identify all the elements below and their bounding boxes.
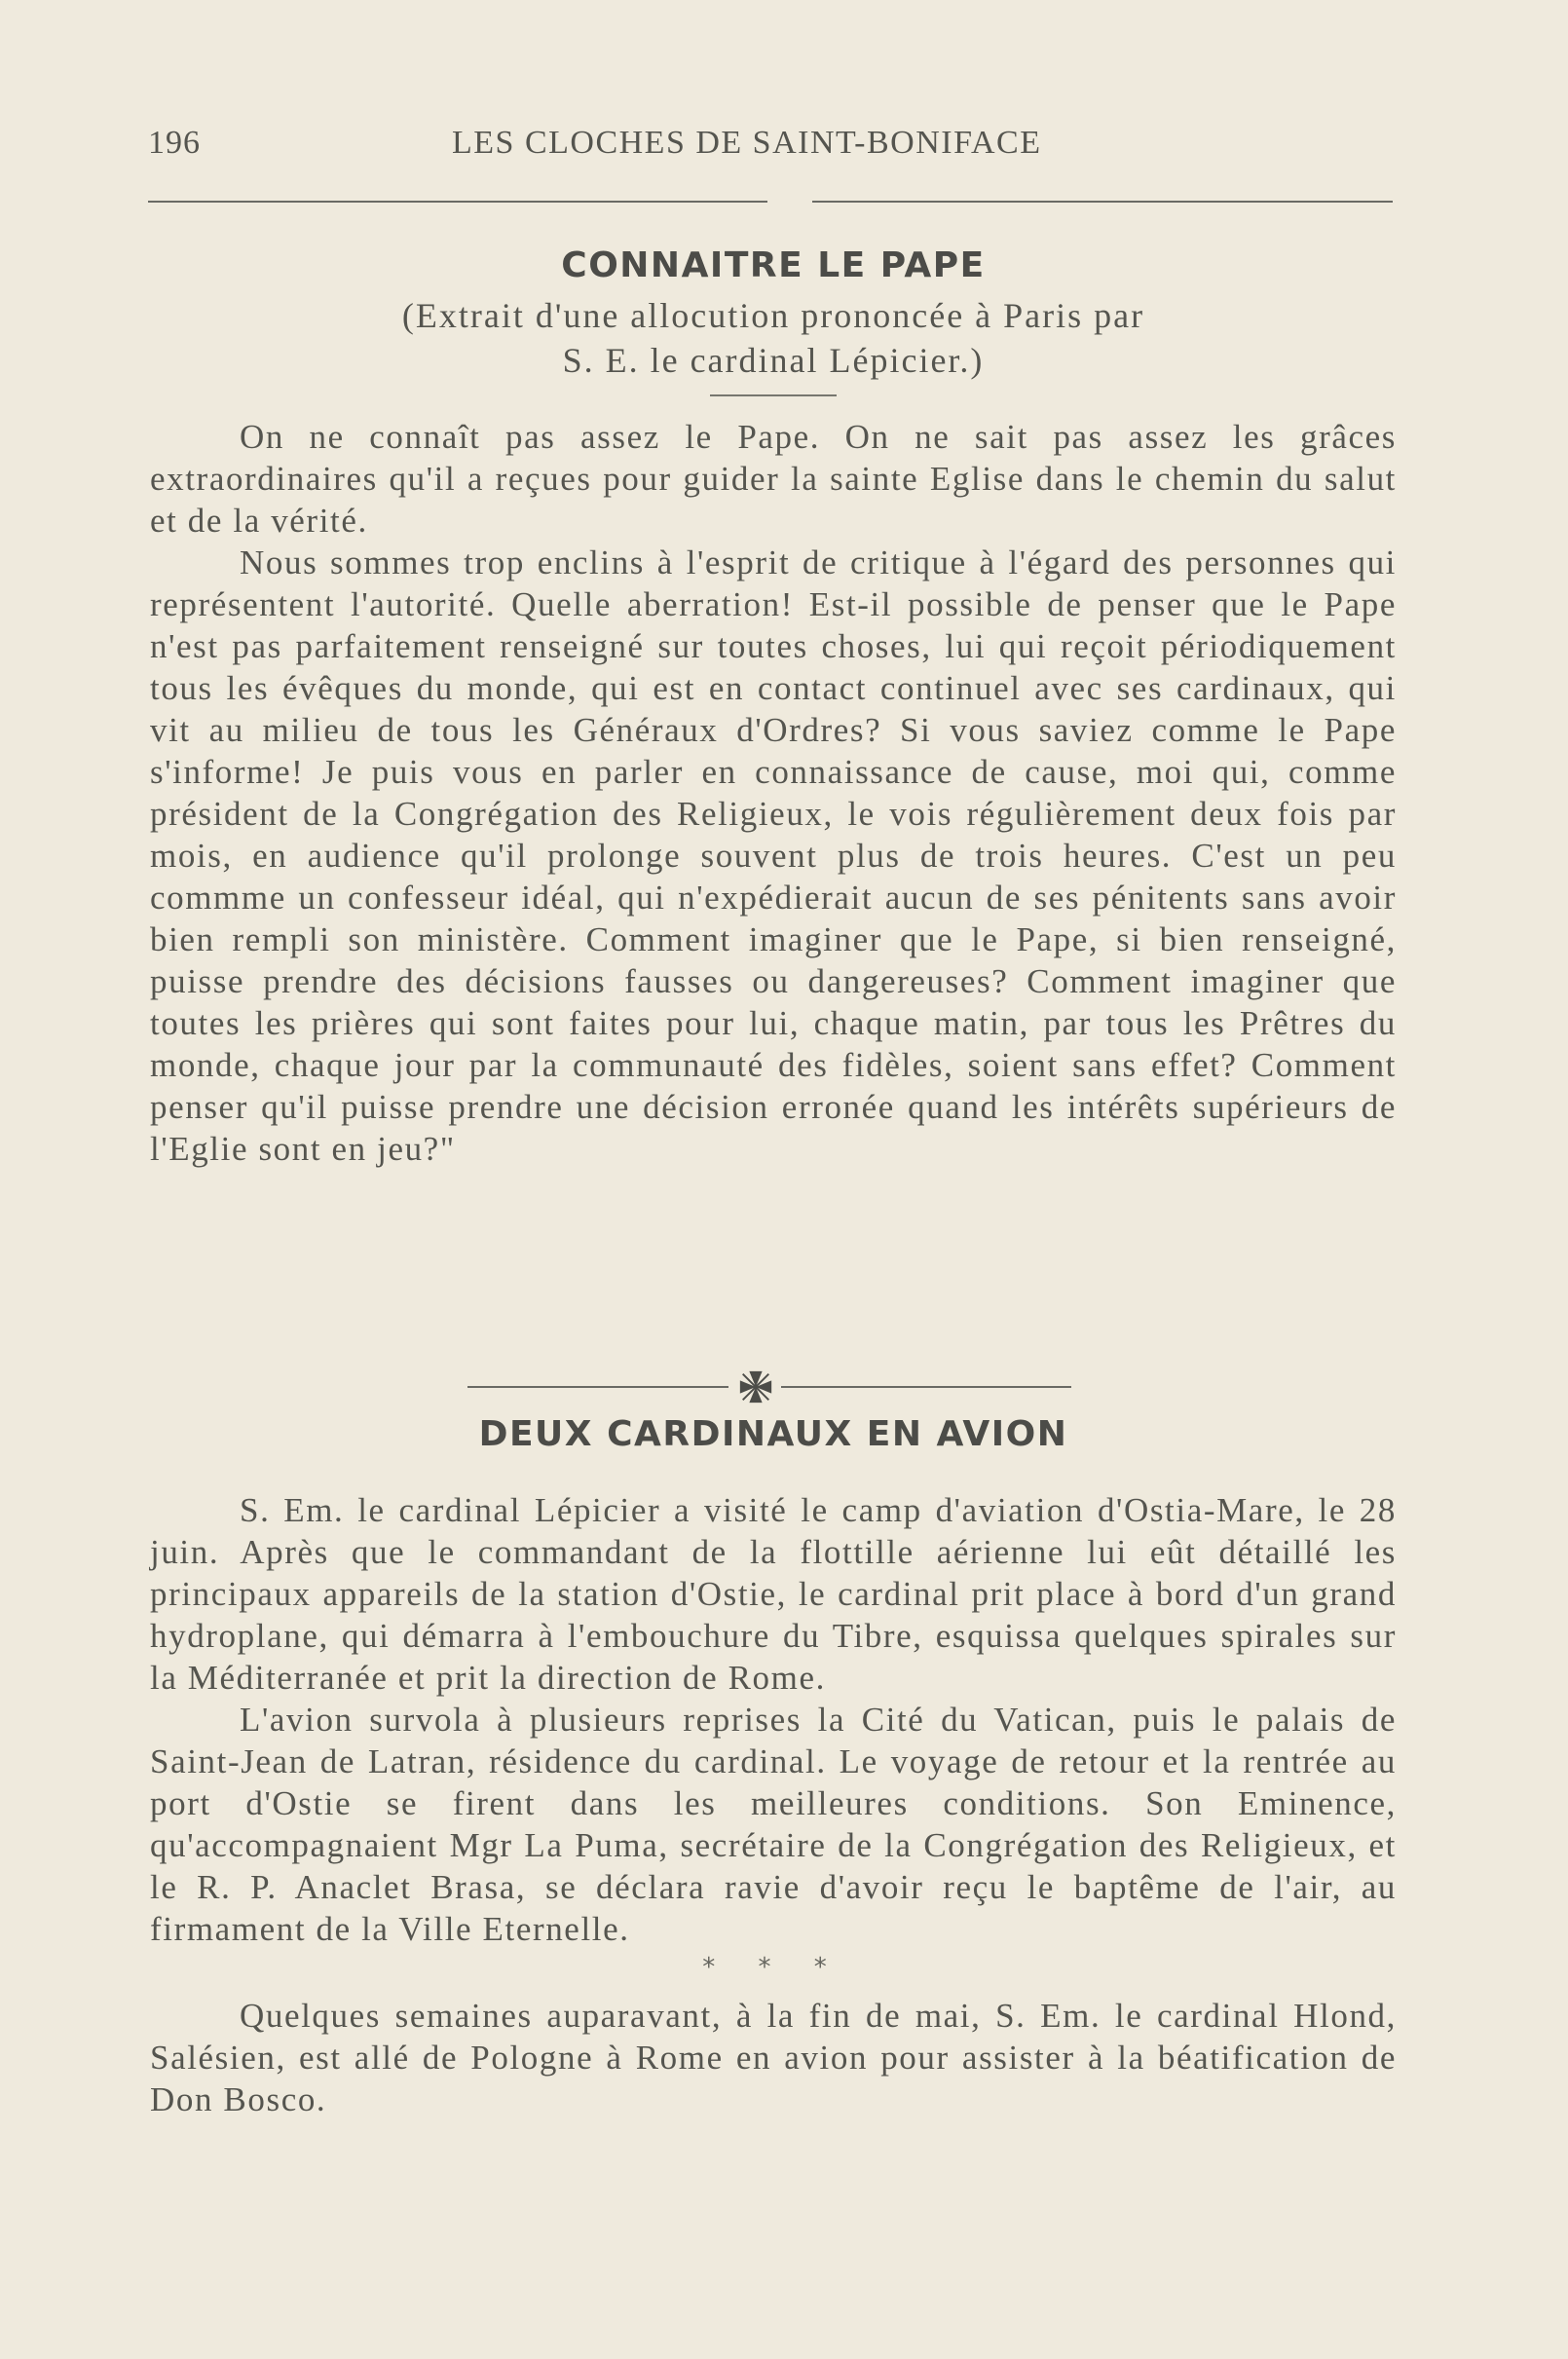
asterism-separator: * * * bbox=[702, 1953, 844, 1982]
paragraph: S. Em. le cardinal Lépicier a visité le camp d'aviation d'Ostia-Mare, le 28 juin. Après que le commandant de la flottille aérienne lui eût détaillé les principaux appareils de la station d'Ostie, le cardinal prit place à bord d'un grand hydroplane, qui démarra à l'embouchure du Tibre, esquissa quelques spirales sur la Méditerranée et prit la direction de Rome. bbox=[150, 1491, 1397, 1697]
article-connaitre-le-pape bbox=[150, 245, 1397, 1170]
ornament-line-left bbox=[467, 1386, 728, 1388]
ornament-separator bbox=[467, 1368, 1071, 1407]
article-body bbox=[150, 416, 1397, 1170]
short-rule bbox=[710, 394, 837, 396]
paragraph: L'avion survola à plusieurs reprises la Cité du Vatican, puis le palais de Saint-Jean de Latran, résidence du cardinal. Le voyage de retour et la rentrée au port d'Ostie se firent dans les meilleures conditions. Son Eminence, qu'accompagnaient Mgr La Puma, secrétaire de la Congrégation des Religieux, et le R. P. Anaclet Brasa, se déclara ravie d'avoir reçu le baptême de l'air, au firmament de la Ville Eternelle. bbox=[150, 1701, 1397, 1948]
header-rule-right bbox=[812, 201, 1393, 203]
subtitle-line: S. E. le cardinal Lépicier.) bbox=[562, 341, 985, 380]
paragraph: Quelques semaines auparavant, à la fin de mai, S. Em. le cardinal Hlond, Salésien, est allé de Pologne à Rome en avion pour assister à la béatification de Don Bosco. bbox=[150, 1997, 1397, 2118]
article-closing bbox=[150, 1995, 1397, 2120]
subtitle-line: (Extrait d'une allocution prononcée à Paris par bbox=[401, 296, 1145, 335]
paragraph: Nous sommes trop enclins à l'esprit de critique à l'égard des personnes qui représentent l'autorité. Quelle aberration! Est-il possible de penser que le Pape n'est pas parfaitement renseigné sur toutes choses, lui qui reçoit périodiquement tous les évêques du monde, qui est en contact continuel avec ses cardinaux, qui vit au milieu de tous les Généraux d'Ordres? Si vous saviez comme le Pape s'informe! Je puis vous en parler en connaissance de cause, moi qui, comme président de la Congrégation des Religieux, le vois régulièrement deux fois par mois, en audience qu'il prolonge souvent plus de trois heures. C'est un peu commme un confesseur idéal, qui n'expédierait aucun de ses pénitents sans avoir bien rempli son ministère. Comment imaginer que le Pape, si bien renseigné, puisse prendre des décisions fausses ou dangereuses? Comment imaginer que toutes les prières qui sont faites pour lui, chaque matin, par tous les Prêtres du monde, chaque jour par la communauté des fidèles, soient sans effet? Comment penser qu'il puisse prendre une décision erronée quand les intérêts supérieurs de l'Eglie sont en jeu?" bbox=[150, 543, 1397, 1168]
article-heading: DEUX CARDINAUX EN AVION bbox=[478, 1414, 1068, 1454]
article-subtitle bbox=[150, 293, 1397, 383]
article-body bbox=[150, 1489, 1397, 1950]
cross-pattee-icon bbox=[737, 1368, 774, 1405]
header-rule-left bbox=[148, 201, 767, 203]
running-head bbox=[148, 125, 1395, 173]
page-number: 196 bbox=[148, 125, 201, 161]
article-heading: CONNAITRE LE PAPE bbox=[561, 245, 986, 285]
article-deux-cardinaux bbox=[150, 1414, 1397, 2120]
journal-title: LES CLOCHES DE SAINT-BONIFACE bbox=[452, 125, 1042, 161]
paragraph: On ne connaît pas assez le Pape. On ne sait pas assez les grâces extraordinaires qu'il a reçues pour guider la sainte Eglise dans le chemin du salut et de la vérité. bbox=[150, 418, 1397, 540]
ornament-line-right bbox=[781, 1386, 1071, 1388]
